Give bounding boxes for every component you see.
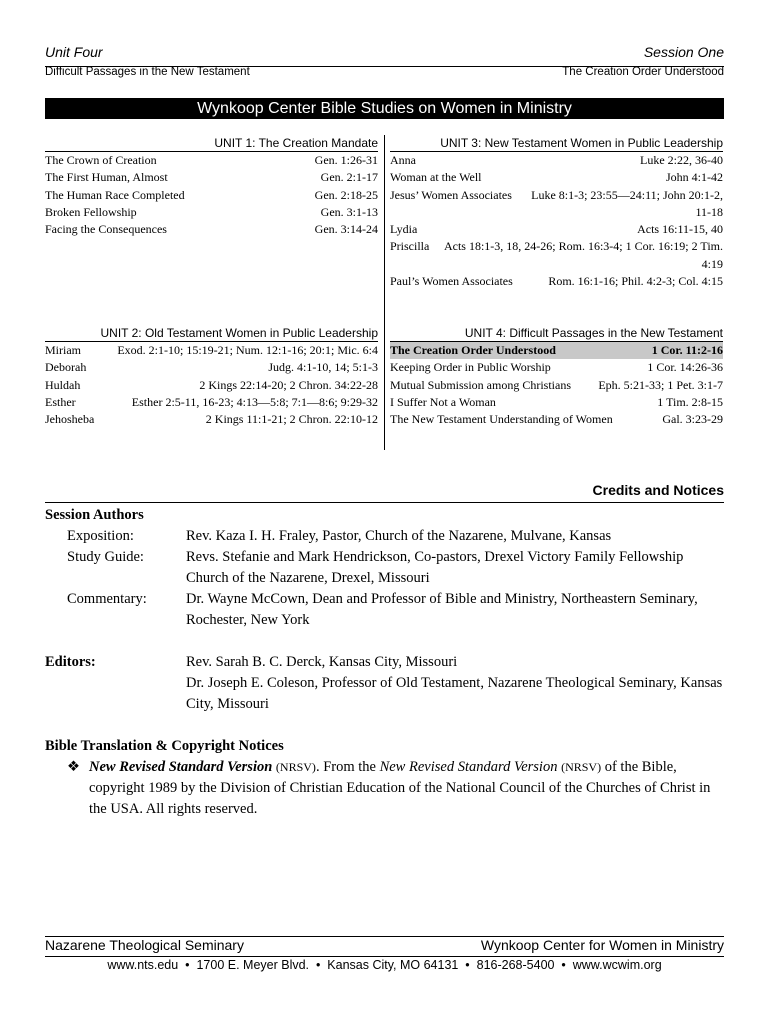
- unit-3-block: [390, 135, 723, 290]
- lesson-row: [45, 152, 378, 169]
- scripture-reference: Eph. 5:21-33; 1 Pet. 3:1-7: [598, 377, 723, 392]
- lesson-title: Lydia: [390, 222, 418, 237]
- editors-row: [45, 652, 724, 715]
- scripture-reference: Acts 16:11-15, 40: [637, 222, 723, 237]
- nrsv-abbr: (NRSV): [275, 760, 316, 774]
- author-row: [45, 526, 724, 547]
- lesson-title: Huldah: [45, 377, 81, 392]
- session-label: Session One: [643, 44, 724, 60]
- editor-entry: Rev. Sarah B. C. Derck, Kansas City, Missouri: [186, 654, 458, 670]
- footer-rule: [45, 956, 724, 957]
- lesson-title: I Suffer Not a Woman: [390, 394, 496, 409]
- scripture-reference: Gen. 3:14-24: [314, 222, 378, 237]
- lesson-row: [45, 221, 378, 238]
- scripture-reference: Esther 2:5-11, 16-23; 4:13—5:8; 7:1—8:6; 9:29-32: [131, 394, 378, 409]
- scripture-reference: Luke 2:22, 36-40: [640, 153, 723, 167]
- lesson-title: Jesus’ Women Associates: [390, 187, 512, 202]
- lesson-title: Priscilla: [390, 239, 430, 254]
- credits-rule: [45, 502, 724, 503]
- lesson-row: [390, 377, 723, 394]
- lesson-row: [45, 411, 378, 428]
- unit-2-list: [45, 342, 378, 428]
- lesson-row: [45, 342, 378, 359]
- author-role: Commentary:: [67, 591, 147, 607]
- editors-label: Editors:: [45, 654, 96, 670]
- lesson-row: [45, 204, 378, 221]
- lesson-title: The Crown of Creation: [45, 153, 157, 167]
- lesson-title: The Human Race Completed: [45, 187, 185, 202]
- lesson-row: [390, 342, 723, 359]
- credits-title: Credits and Notices: [592, 482, 724, 498]
- translation-heading: Bible Translation & Copyright Notices: [45, 738, 284, 754]
- spacer: [45, 631, 724, 652]
- lesson-title: Keeping Order in Public Worship: [390, 360, 551, 375]
- page-footer: [45, 937, 724, 953]
- lesson-title: Mutual Submission among Christians: [390, 377, 572, 392]
- lesson-title: Anna: [390, 153, 416, 167]
- unit-heading: UNIT 4: Difficult Passages in the New Testament: [390, 325, 723, 342]
- lesson-row: [390, 187, 723, 222]
- lesson-row: [390, 152, 723, 169]
- nrsv-text-1: . From the: [315, 759, 380, 775]
- unit-3-list: [390, 152, 723, 290]
- unit-2-block: [45, 325, 378, 428]
- nrsv-title: New Revised Standard Version: [89, 759, 273, 775]
- scripture-reference: Gen. 1:26-31: [314, 153, 378, 167]
- unit-subtitle: Difficult Passages in the New Testament: [45, 66, 250, 78]
- scripture-reference: Gen. 2:18-25: [314, 187, 378, 202]
- spacer: [45, 715, 724, 736]
- scripture-reference: Judg. 4:1-10, 14; 5:1-3: [268, 360, 378, 375]
- footer-right: Wynkoop Center for Women in Ministry: [480, 937, 724, 953]
- unit-heading: UNIT 3: New Testament Women in Public Leadership: [390, 135, 723, 152]
- scripture-reference: Exod. 2:1-10; 15:19-21; Num. 12:1-16; 20:1; Mic. 6:4: [117, 343, 378, 357]
- author-row: [45, 589, 724, 631]
- nrsv-abbr-2: (NRSV): [561, 760, 602, 774]
- lesson-title: Paul’s Women Associates: [390, 274, 513, 289]
- nrsv-notice: [45, 757, 724, 820]
- lesson-row: [390, 273, 723, 290]
- unit-heading: UNIT 1: The Creation Mandate: [45, 135, 378, 152]
- lesson-row: [390, 238, 723, 273]
- scripture-reference: 1 Cor. 14:26-36: [647, 360, 723, 375]
- lesson-title: The Creation Order Understood: [390, 343, 556, 357]
- unit-1-list: [45, 152, 378, 238]
- lesson-row: [45, 377, 378, 394]
- lesson-title: The First Human, Almost: [45, 170, 168, 185]
- scripture-reference: John 4:1-42: [666, 170, 723, 185]
- scripture-reference: Gen. 2:1-17: [320, 170, 378, 185]
- lesson-title: Broken Fellowship: [45, 204, 137, 219]
- scripture-reference: 2 Kings 11:1-21; 2 Chron. 22:10-12: [205, 412, 378, 427]
- lesson-row: [45, 394, 378, 411]
- units-divider: [384, 135, 385, 450]
- lesson-row: [390, 169, 723, 186]
- lesson-title: Miriam: [45, 343, 81, 357]
- lesson-row: [45, 169, 378, 186]
- series-banner: Wynkoop Center Bible Studies on Women in Ministry: [45, 98, 724, 119]
- footer-left: Nazarene Theological Seminary: [45, 937, 244, 953]
- scripture-reference: Acts 18:1-3, 18, 24-26; Rom. 16:3-4; 1 Cor. 16:19; 2 Tim. 4:19: [443, 239, 723, 271]
- nrsv-text-2: of the Bible, copyright 1989 by the Division of Christian Education of the National Council of the Churches of Christ in the USA. All rights reserved.: [89, 759, 711, 817]
- editor-entry: Dr. Joseph E. Coleson, Professor of Old Testament, Nazarene Theological Seminary, Kansas City, Missouri: [186, 675, 723, 712]
- unit-4-block: [390, 325, 723, 428]
- author-name: Dr. Wayne McCown, Dean and Professor of Bible and Ministry, Northeastern Seminary, Rochester, New York: [186, 591, 698, 628]
- credits-section: [45, 505, 724, 820]
- header-subtitles: [45, 66, 724, 78]
- lesson-row: [390, 394, 723, 411]
- scripture-reference: 1 Tim. 2:8-15: [657, 394, 723, 409]
- editors-list: [186, 652, 724, 715]
- footer-contact: www.nts.edu • 1700 E. Meyer Blvd. • Kansas City, MO 64131 • 816-268-5400 • www.wcwim.org: [107, 958, 662, 972]
- session-authors-heading: Session Authors: [45, 507, 144, 523]
- lesson-title: Deborah: [45, 360, 87, 375]
- unit-heading: UNIT 2: Old Testament Women in Public Leadership: [45, 325, 378, 342]
- scripture-reference: 2 Kings 22:14-20; 2 Chron. 34:22-28: [199, 377, 378, 392]
- lesson-row: [45, 359, 378, 376]
- lesson-row: [45, 187, 378, 204]
- lesson-row: [390, 359, 723, 376]
- author-role: Exposition:: [67, 528, 134, 544]
- scripture-reference: Gal. 3:23-29: [662, 412, 723, 427]
- unit-4-list: [390, 342, 723, 428]
- diamond-bullet-icon: ❖: [67, 759, 80, 775]
- lesson-row: [390, 411, 723, 428]
- scripture-reference: 1 Cor. 11:2-16: [651, 343, 723, 357]
- scripture-reference: Luke 8:1-3; 23:55—24:11; John 20:1-2, 11-18: [531, 187, 723, 219]
- author-row: [45, 547, 724, 589]
- author-name: Rev. Kaza I. H. Fraley, Pastor, Church of the Nazarene, Mulvane, Kansas: [186, 528, 612, 544]
- nrsv-notice-text: [89, 757, 724, 820]
- author-name: Revs. Stefanie and Mark Hendrickson, Co-pastors, Drexel Victory Family Fellowship Church of the Nazarene, Drexel, Missouri: [186, 549, 684, 586]
- unit-label: Unit Four: [45, 44, 103, 60]
- author-role: Study Guide:: [67, 549, 144, 565]
- session-subtitle: The Creation Order Understood: [562, 66, 724, 78]
- lesson-row: [390, 221, 723, 238]
- nrsv-title-2: New Revised Standard Version: [379, 759, 558, 775]
- scripture-reference: Gen. 3:1-13: [320, 204, 378, 219]
- lesson-title: Esther: [45, 394, 76, 409]
- page-header: [45, 44, 724, 60]
- lesson-title: Facing the Consequences: [45, 222, 167, 237]
- scripture-reference: Rom. 16:1-16; Phil. 4:2-3; Col. 4:15: [548, 274, 723, 289]
- lesson-title: Woman at the Well: [390, 170, 482, 185]
- lesson-title: Jehosheba: [45, 412, 95, 427]
- lesson-title: The New Testament Understanding of Women: [390, 412, 613, 427]
- unit-1-block: [45, 135, 378, 238]
